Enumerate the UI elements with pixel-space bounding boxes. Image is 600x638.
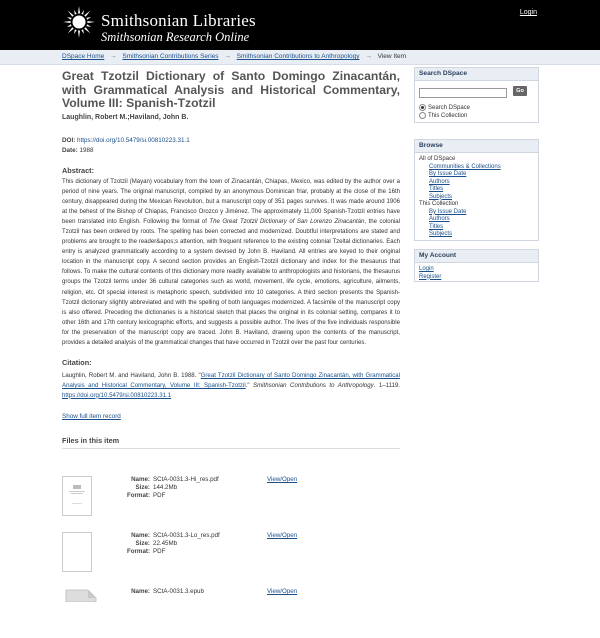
breadcrumb-contributions-anthropology[interactable]: Smithsonian Contributions to Anthropology [236,53,360,60]
sun-logo-icon [62,5,96,39]
abstract-heading: Abstract: [62,165,95,175]
search-input[interactable] [419,88,507,98]
file-name: SCtA-0031.3-Hi_res.pdf [153,476,219,483]
browse-all-dspace-label: All of DSpace [419,156,456,162]
breadcrumb-dspace-home[interactable]: DSpace Home [62,53,105,60]
sun-ray [67,24,72,27]
citation-series: Smithsonian Contributions to Anthropology [253,381,374,389]
sun-ray [63,21,71,23]
date-label: Date: [62,146,78,154]
breadcrumb-separator: → [110,53,117,60]
scope-this-collection[interactable] [419,112,467,120]
sun-ray [86,24,91,27]
collection-authors-link[interactable]: Authors [429,216,450,222]
show-full-record-link[interactable]: Show full item record [62,413,121,421]
file-format: PDF [153,491,166,499]
view-open-link[interactable]: View/Open [267,476,298,483]
file-size-label: Size: [135,539,150,547]
breadcrumb-contributions-series[interactable]: Smithsonian Contributions Series [122,53,219,60]
abstract-part2: , the colonial Tzotzil has been ordered by roots. The spelling has been corrected and modernized. Doubtful interpretations are stated and problems are brought to the reader&apos;s attention, with frequent reference to the existing colonial Tzeltal dictionaries. Each entry is analyzed grammatically according to a system devised by John B. Haviland. All entries are keyed to their original location in the manuscript copy. A second section provides an English-Tzotzil dictionary and index for the thesaurus that follows. To make the cultural contents of this dictionary more readily available to anthropologists and historians, the thesaurus groups the Tzotzil terms under 36 cultural categories such as world, movement, life cycle, emotions, agriculture, ailments, religion, etc. Of special interest is metaphoric speech, subdivided into 10 categories. A third section presents the Spanish-Tzotzil dictionary slightly abbreviated and with the spelling of both languages modernized. A facsimile of the manuscript copy is also offered. Preceding the dictionaries is a historical sketch that places the original in its colonial setting, compares it to other 16th and 17th century lexicographic efforts, and suggests a possible author. The lives of the five individuals responsible for the preservation of the manuscript copy are traced. John B. Haviland, drawing upon the contents of the manuscript, provides a detailed analysis of the grammatical changes that have occurred in Tzotzil over the past four centuries. [62,218,401,346]
browse-subjects-link[interactable]: Subjects [429,193,453,200]
document-thumbnail-icon [63,477,91,515]
view-open-link[interactable]: View/Open [267,532,298,539]
breadcrumb-separator: → [365,53,372,60]
smithsonian-libraries-logo[interactable] [62,5,256,45]
browse-communities-link[interactable]: Communities & Collections [429,163,501,170]
collection-titles-link[interactable]: Titles [429,223,444,230]
sun-ray [74,29,77,34]
file-size: 144.2Mb [153,483,178,491]
radio-unselected-icon[interactable] [419,112,426,119]
file-format-label: Format: [126,491,150,499]
radio-selected-icon[interactable] [419,104,426,111]
file-metadata [102,588,204,596]
browse-panel [414,139,539,241]
browse-panel-heading: Browse [415,140,538,153]
sun-ray [84,27,90,33]
abstract-part1: This dictionary of Tzotzil (Mayan) vocabulary from the town of Zinacantán, Chiapas, Mexico, was edited by the author over a period of nine years. The original manuscript, compiled by an anonymous Dominican friar, probably at the close of the 16th century, disappeared during the Mexican Revolution, but a manuscript copy of 351 pages survives. It was made around 1906 at the behest of the Bishop of Chiapas, Francisco Orozco y Jiménez. The approximately 11,000 Spanish-Tzotzil entries have been translated into English. Following the format of [62,178,400,225]
breadcrumb [0,50,600,65]
file-size-label: Size: [135,483,150,491]
file-item [62,588,400,638]
file-metadata [102,476,219,499]
sun-ray [86,17,91,20]
file-format: PDF [153,547,166,555]
sun-ray [68,27,74,33]
sun-ray [87,21,95,23]
search-panel-heading: Search DSpace [415,68,538,81]
collection-issue-date-link[interactable]: By Issue Date [429,208,467,215]
citation-doi-link[interactable]: https://doi.org/10.5479/si.00810223.31.1 [62,391,172,399]
file-thumbnail[interactable] [62,588,90,626]
sun-ray [84,11,90,17]
file-name: SCtA-0031.3-Lo_res.pdf [153,532,220,539]
view-open-link[interactable]: View/Open [267,588,298,595]
browse-links [415,153,538,242]
browse-authors-link[interactable]: Authors [429,178,450,185]
doi-row [62,137,400,144]
sun-ray [81,29,84,34]
sun-ray [68,11,74,17]
sun-ray [81,10,84,15]
file-thumbnail[interactable] [62,532,92,572]
account-links [415,263,538,284]
citation-prefix: Laughlin, Robert M. and Haviland, John B. 1988. " [62,372,201,380]
doi-label: DOI: [62,136,76,144]
abstract-italic-title: The Great Tzotzil Dictionary of San Lorenzo Zinacantán [209,218,365,225]
logo-subtitle: Smithsonian Research Online [101,30,250,44]
date-value: 1988 [79,146,94,154]
citation-title-link[interactable]: Great Tzotzil Dictionary of Santo Domingo Zinacantán, with Grammatical Analysis and Historical Commentary, Volume III: Spanish-Tzotzil [62,372,400,389]
citation-text [62,371,400,400]
file-metadata [102,532,220,555]
date-row [62,147,400,154]
citation-pages: . 1–1119. [373,381,400,389]
page-title: Great Tzotzil Dictionary of Santo Domingo Zinacantán, with Grammatical Analysis and Historical Commentary, Volume III: Spanish-Tzotzil [62,69,400,110]
item-view [62,70,400,449]
browse-this-collection-label: This Collection [419,201,459,207]
sun-ray [78,6,80,14]
browse-titles-link[interactable]: Titles [429,186,444,192]
file-thumbnail[interactable] [62,476,92,516]
account-panel [414,249,539,282]
file-item [62,532,400,582]
header-login-link[interactable]: Login [519,9,537,16]
file-name: SCtA-0031.3.epub [153,588,204,595]
sun-ray [78,30,80,38]
breadcrumb-current: View Item [377,53,407,60]
scope-all-dspace[interactable] [419,104,470,112]
file-size: 22.45Mb [153,539,178,547]
site-header [0,0,600,50]
citation-mid: ." [245,381,254,389]
citation-heading: Citation: [62,358,92,368]
scope-all-label: Search DSpace [428,105,471,112]
breadcrumb-separator: → [224,53,231,60]
collection-subjects-link[interactable]: Subjects [429,231,453,237]
abstract-text [62,177,400,349]
scope-collection-label: This Collection [428,113,468,120]
account-register-link[interactable]: Register [419,273,442,280]
search-panel [414,67,539,123]
account-login-link[interactable]: Login [419,266,434,272]
file-name-label: Name: [131,532,150,539]
sun-ray [74,10,77,15]
account-panel-heading: My Account [415,250,538,263]
files-heading: Files in this item [62,436,400,449]
file-name-label: Name: [131,476,150,483]
file-format-label: Format: [126,547,150,555]
file-name-label: Name: [131,588,150,595]
sun-ray [67,17,72,20]
search-go-button[interactable]: Go [513,86,527,96]
logo-title: Smithsonian Libraries [101,11,256,30]
file-item [62,476,400,526]
item-authors: Laughlin, Robert M.;Haviland, John B. [62,113,189,121]
browse-issue-date-link[interactable]: By Issue Date [429,171,467,177]
doi-link[interactable]: https://doi.org/10.5479/si.00810223.31.1 [77,136,190,144]
